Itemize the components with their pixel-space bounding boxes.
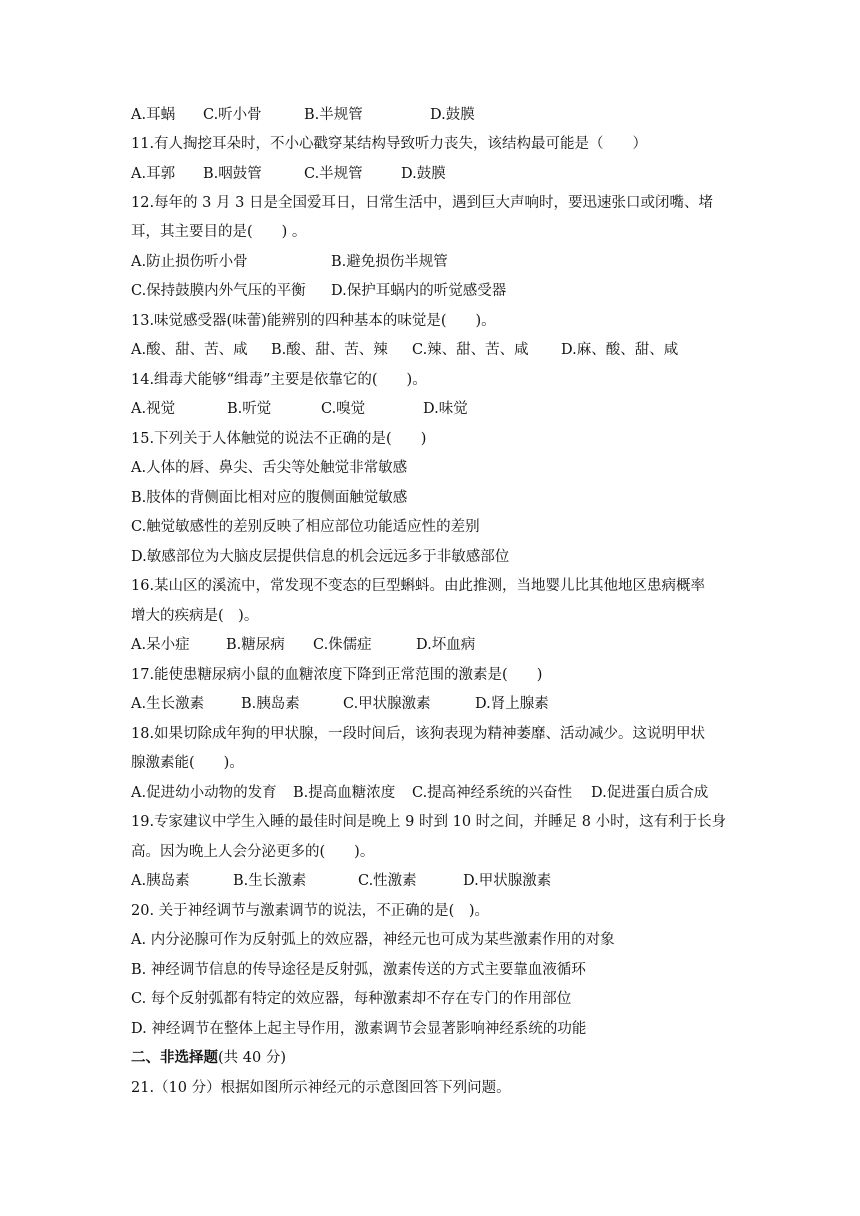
question-19-stem-cont: 高。因为晚上人会分泌更多的( )。 bbox=[131, 844, 375, 860]
option-b: B.避免损伤半规管 bbox=[331, 254, 448, 270]
option-b: B.酸、甜、苦、辣 bbox=[271, 342, 388, 358]
question-20-stem: 20. 关于神经调节与激素调节的说法，不正确的是( )。 bbox=[131, 903, 489, 919]
option-c: C. 每个反射弧都有特定的效应器，每种激素却不存在专门的作用部位 bbox=[131, 991, 572, 1007]
option-d: D. 神经调节在整体上起主导作用，激素调节会显著影响神经系统的功能 bbox=[131, 1021, 587, 1037]
option-c: C.听小骨 bbox=[203, 107, 262, 123]
option-d: D.肾上腺素 bbox=[475, 696, 549, 712]
question-16-stem-cont: 增大的疾病是( )。 bbox=[131, 608, 259, 624]
question-19-stem: 19.专家建议中学生入睡的最佳时间是晚上 9 时到 10 时之间，并睡足 8 小时，这有利于长身 bbox=[131, 814, 727, 830]
option-b: B.提高血糖浓度 bbox=[293, 785, 396, 801]
question-17-stem: 17.能使患糖尿病小鼠的血糖浓度下降到正常范围的激素是( ) bbox=[131, 667, 543, 683]
option-b: B.咽鼓管 bbox=[203, 166, 262, 182]
option-a: A.促进幼小动物的发育 bbox=[131, 785, 277, 801]
option-b: B.胰岛素 bbox=[241, 696, 300, 712]
option-d: D.甲状腺激素 bbox=[463, 873, 552, 889]
option-b: B.听觉 bbox=[227, 401, 272, 417]
section-score: (共 40 分) bbox=[218, 1050, 286, 1066]
option-b: B.半规管 bbox=[304, 107, 363, 123]
option-b: B.肢体的背侧面比相对应的腹侧面触觉敏感 bbox=[131, 490, 408, 506]
section-heading bbox=[131, 1048, 286, 1068]
option-d: D.敏感部位为大脑皮层提供信息的机会远远多于非敏感部位 bbox=[131, 549, 510, 565]
option-b: B.糖尿病 bbox=[226, 637, 285, 653]
option-a: A.耳蜗 bbox=[131, 107, 176, 123]
question-13-stem: 13.味觉感受器(味蕾)能辨别的四种基本的味觉是( )。 bbox=[131, 313, 496, 329]
option-c: C.触觉敏感性的差别反映了相应部位功能适应性的差别 bbox=[131, 519, 480, 535]
option-a: A.防止损伤听小骨 bbox=[131, 254, 248, 270]
option-a: A.胰岛素 bbox=[131, 873, 190, 889]
question-12-stem-cont: 耳，其主要目的是( ) 。 bbox=[131, 224, 307, 240]
option-c: C.嗅觉 bbox=[321, 401, 366, 417]
option-a: A.人体的唇、鼻尖、舌尖等处触觉非常敏感 bbox=[131, 460, 408, 476]
question-11-stem: 11.有人掏挖耳朵时，不小心戳穿某结构导致听力丧失，该结构最可能是（ ） bbox=[131, 136, 648, 152]
section-title: 二、非选择题 bbox=[131, 1049, 218, 1066]
option-d: D.麻、酸、甜、咸 bbox=[561, 342, 679, 358]
option-a: A.视觉 bbox=[131, 401, 176, 417]
question-14-stem: 14.缉毒犬能够“缉毒”主要是依靠它的( )。 bbox=[131, 372, 427, 388]
option-c: C.保持鼓膜内外气压的平衡 bbox=[131, 283, 306, 299]
option-d: D.鼓膜 bbox=[401, 166, 446, 182]
option-d: D.味觉 bbox=[423, 401, 468, 417]
question-15-stem: 15.下列关于人体触觉的说法不正确的是( ) bbox=[131, 431, 427, 447]
option-a: A.酸、甜、苦、咸 bbox=[131, 342, 248, 358]
option-d: D.鼓膜 bbox=[430, 107, 475, 123]
question-16-stem: 16.某山区的溪流中，常发现不变态的巨型蝌蚪。由此推测，当地婴儿比其他地区患病概率 bbox=[131, 578, 706, 594]
option-d: D.促进蛋白质合成 bbox=[591, 785, 709, 801]
option-d: D.保护耳蜗内的听觉感受器 bbox=[331, 283, 507, 299]
option-a: A.耳郭 bbox=[131, 166, 176, 182]
question-12-stem: 12.每年的 3 月 3 日是全国爱耳日，日常生活中，遇到巨大声响时，要迅速张口或闭嘴、堵 bbox=[131, 195, 713, 211]
option-b: B. 神经调节信息的传导途径是反射弧，激素传送的方式主要靠血液循环 bbox=[131, 962, 586, 978]
question-18-stem: 18.如果切除成年狗的甲状腺，一段时间后，该狗表现为精神萎靡、活动减少。这说明甲状 bbox=[131, 726, 706, 742]
option-d: D.坏血病 bbox=[416, 637, 476, 653]
option-c: C.辣、甜、苦、咸 bbox=[412, 342, 529, 358]
option-c: C.半规管 bbox=[304, 166, 363, 182]
question-21-stem: 21.（10 分）根据如图所示神经元的示意图回答下列问题。 bbox=[131, 1080, 511, 1096]
option-a: A.呆小症 bbox=[131, 637, 190, 653]
option-c: C.甲状腺激素 bbox=[343, 696, 431, 712]
option-c: C.提高神经系统的兴奋性 bbox=[412, 785, 573, 801]
option-c: C.侏儒症 bbox=[313, 637, 372, 653]
question-18-stem-cont: 腺激素能( )。 bbox=[131, 755, 244, 771]
option-a: A. 内分泌腺可作为反射弧上的效应器，神经元也可成为某些激素作用的对象 bbox=[131, 932, 615, 948]
option-a: A.生长激素 bbox=[131, 696, 205, 712]
option-c: C.性激素 bbox=[358, 873, 417, 889]
option-b: B.生长激素 bbox=[233, 873, 307, 889]
